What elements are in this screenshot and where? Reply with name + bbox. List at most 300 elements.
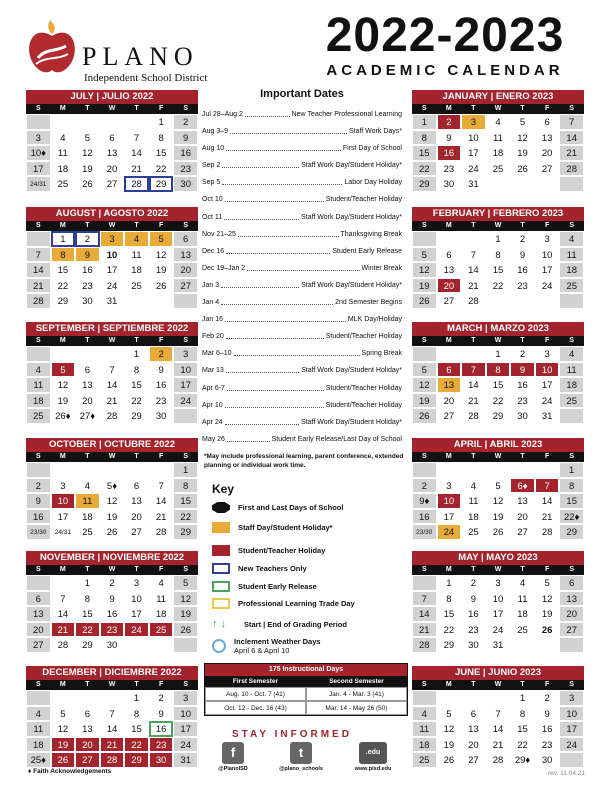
dot-leader bbox=[221, 277, 299, 288]
calendar-day: 1 bbox=[412, 114, 437, 130]
calendar-day bbox=[75, 346, 100, 362]
calendar-day: 2 bbox=[412, 478, 437, 494]
calendar-day: 27 bbox=[124, 524, 149, 540]
calendar-day: 17 bbox=[461, 145, 486, 161]
day-of-week: S bbox=[26, 452, 51, 462]
calendar-day: 23 bbox=[510, 393, 535, 409]
calendar-day: 12 bbox=[149, 247, 174, 263]
facebook-handle: @PlanoISD bbox=[218, 766, 248, 772]
calendar-day: 29 bbox=[75, 637, 100, 653]
calendar-day: 6 bbox=[437, 362, 462, 378]
calendar-day: 24 bbox=[173, 737, 198, 753]
calendar-day: 28 bbox=[559, 161, 584, 177]
calendar-day bbox=[412, 462, 437, 478]
date: Aug 10 bbox=[202, 145, 225, 153]
calendar-day: 9 bbox=[75, 247, 100, 263]
calendar-day: 26 bbox=[510, 161, 535, 177]
calendar-day: 7 bbox=[51, 591, 76, 607]
month-calendar bbox=[412, 438, 584, 540]
calendar-day: 7 bbox=[149, 478, 174, 494]
calendar-day: 3 bbox=[100, 231, 125, 247]
calendar-day: 10 bbox=[437, 493, 462, 509]
month-calendar bbox=[26, 207, 198, 309]
calendar-day bbox=[486, 690, 511, 706]
dot-leader bbox=[221, 294, 333, 305]
calendar-day: 5 bbox=[510, 114, 535, 130]
calendar-day: 12 bbox=[100, 493, 125, 509]
calendar-day: 12 bbox=[535, 591, 560, 607]
calendar-day: 16 bbox=[412, 509, 437, 525]
calendar-day: 28 bbox=[461, 408, 486, 424]
date: Dec 16 bbox=[202, 247, 225, 255]
calendar-day bbox=[437, 462, 462, 478]
event: Staff Work Day/Student Holiday* bbox=[301, 281, 402, 289]
calendar-day: 17 bbox=[437, 509, 462, 525]
calendar-day: 1 bbox=[124, 690, 149, 706]
calendar-day: 2 bbox=[510, 231, 535, 247]
calendar-day: 24 bbox=[535, 393, 560, 409]
key-item bbox=[212, 598, 408, 609]
key-label: New Teachers Only bbox=[238, 564, 307, 573]
calendar-day: 4 bbox=[559, 346, 584, 362]
dot-leader bbox=[222, 174, 342, 185]
calendar-day: 1 bbox=[149, 114, 174, 130]
calendar-day: 5 bbox=[412, 247, 437, 263]
day-of-week: S bbox=[173, 565, 198, 575]
calendar-day: 27 bbox=[100, 176, 125, 192]
calendar-day: 16 bbox=[535, 721, 560, 737]
dot-leader bbox=[227, 431, 270, 442]
calendar-day: 28 bbox=[412, 637, 437, 653]
calendar-day: 11 bbox=[26, 721, 51, 737]
calendar-day: 22 bbox=[51, 278, 76, 294]
dot-leader bbox=[238, 226, 339, 237]
calendar-day: 1 bbox=[486, 231, 511, 247]
calendar-day: 1 bbox=[510, 690, 535, 706]
calendar-day: 13 bbox=[559, 591, 584, 607]
calendar-day: 3 bbox=[173, 690, 198, 706]
calendar-day: 29 bbox=[51, 293, 76, 309]
calendar-day: 13 bbox=[75, 377, 100, 393]
calendar-day: 1 bbox=[486, 346, 511, 362]
calendar-day: 19 bbox=[51, 737, 76, 753]
event: Winter Break bbox=[361, 264, 402, 272]
calendar-day bbox=[51, 690, 76, 706]
key-item bbox=[212, 618, 408, 630]
calendar-day: 30 bbox=[75, 293, 100, 309]
dot-leader bbox=[247, 260, 359, 271]
calendar-day: 7 bbox=[486, 706, 511, 722]
calendar-day: 13 bbox=[510, 493, 535, 509]
month-header: JUNE | JUNIO 2023 bbox=[412, 666, 584, 680]
calendar-day bbox=[510, 637, 535, 653]
calendar-day: 29 bbox=[124, 752, 149, 768]
twitter-icon: t bbox=[290, 742, 312, 764]
calendar-day bbox=[461, 690, 486, 706]
key-title: Key bbox=[212, 482, 235, 496]
calendar-day: 9 bbox=[535, 706, 560, 722]
day-of-week: T bbox=[510, 565, 535, 575]
apple-torch-icon bbox=[26, 18, 78, 76]
web-icon: .edu bbox=[359, 742, 387, 764]
calendar-day: 14 bbox=[461, 377, 486, 393]
calendar-day: 3 bbox=[535, 346, 560, 362]
calendar-day: 18 bbox=[559, 377, 584, 393]
calendar-day: 15 bbox=[173, 493, 198, 509]
logo-subtitle: Independent School District bbox=[84, 72, 208, 84]
event: Student/Teacher Holiday bbox=[325, 333, 402, 341]
dot-leader bbox=[224, 209, 299, 220]
calendar-day: 26 bbox=[149, 278, 174, 294]
important-date-row bbox=[202, 123, 402, 140]
semester-range: Oct. 12 - Dec. 16 (43) bbox=[205, 701, 306, 715]
important-date-row bbox=[202, 277, 402, 294]
calendar-day: 24 bbox=[437, 524, 462, 540]
calendar-day bbox=[26, 690, 51, 706]
day-of-week: F bbox=[149, 680, 174, 690]
day-of-week: W bbox=[486, 104, 511, 114]
page-title: 2022-2023 bbox=[325, 9, 565, 62]
day-of-week: F bbox=[149, 565, 174, 575]
date: Dec 19–Jan 2 bbox=[202, 264, 246, 272]
day-of-week: S bbox=[412, 221, 437, 231]
calendar-day bbox=[535, 176, 560, 192]
calendar-day: 23 bbox=[173, 161, 198, 177]
semester-range: Aug. 10 - Oct. 7 (41) bbox=[205, 687, 306, 701]
calendar-day: 14 bbox=[26, 262, 51, 278]
calendar-day: 11 bbox=[412, 721, 437, 737]
calendar-day: 19 bbox=[51, 393, 76, 409]
calendar-day bbox=[100, 114, 125, 130]
calendar-day: 13 bbox=[535, 130, 560, 146]
calendar-day: 23 bbox=[149, 737, 174, 753]
calendar-day bbox=[51, 575, 76, 591]
calendar-day: 27 bbox=[26, 637, 51, 653]
month-header: JULY | JULIO 2022 bbox=[26, 90, 198, 104]
event: Staff Work Day/Student Holiday* bbox=[301, 162, 402, 170]
calendar-day: 26 bbox=[100, 524, 125, 540]
calendar-day bbox=[437, 690, 462, 706]
calendar-day: 17 bbox=[559, 721, 584, 737]
date: Mar 6–10 bbox=[202, 350, 232, 358]
key-label: Inclement Weather Days bbox=[234, 637, 321, 646]
calendar-day: 28 bbox=[486, 752, 511, 768]
calendar-day: 29 bbox=[486, 408, 511, 424]
calendar-day: 10 bbox=[173, 362, 198, 378]
day-of-week: S bbox=[173, 452, 198, 462]
month-header: AUGUST | AGOSTO 2022 bbox=[26, 207, 198, 221]
calendar-day: 8 bbox=[437, 591, 462, 607]
calendar-day: 19 bbox=[173, 606, 198, 622]
page-subtitle: ACADEMIC CALENDAR bbox=[326, 62, 564, 79]
calendar-day: 4 bbox=[124, 231, 149, 247]
event: First Day of School bbox=[342, 145, 402, 153]
calendar-day: 19 bbox=[149, 262, 174, 278]
calendar-day: 19 bbox=[437, 737, 462, 753]
calendar-day: 1 bbox=[124, 346, 149, 362]
event: 2nd Semester Begins bbox=[335, 299, 402, 307]
calendar-day: 15 bbox=[510, 721, 535, 737]
calendar-day: 7 bbox=[100, 706, 125, 722]
calendar-day: 16 bbox=[149, 721, 174, 737]
calendar-day bbox=[26, 575, 51, 591]
calendar-day: 30 bbox=[173, 176, 198, 192]
twitter-link[interactable] bbox=[276, 742, 326, 772]
calendar-day: 2 bbox=[149, 690, 174, 706]
day-of-week: T bbox=[75, 104, 100, 114]
calendar-day: 24 bbox=[461, 161, 486, 177]
day-of-week: F bbox=[149, 104, 174, 114]
key-swatch bbox=[212, 545, 230, 556]
calendar-day: 23 bbox=[75, 278, 100, 294]
event: Spring Break bbox=[361, 350, 402, 358]
calendar-day: 9♦ bbox=[412, 493, 437, 509]
month-header: MARCH | MARZO 2023 bbox=[412, 322, 584, 336]
calendar-day: 3 bbox=[559, 690, 584, 706]
calendar-day: 8 bbox=[486, 362, 511, 378]
calendar-day: 9 bbox=[100, 591, 125, 607]
dot-leader bbox=[225, 311, 346, 322]
calendar-day: 11 bbox=[51, 145, 76, 161]
dot-leader bbox=[227, 380, 324, 391]
calendar-day: 7 bbox=[26, 247, 51, 263]
calendar-day: 31 bbox=[173, 752, 198, 768]
month-header: SEPTEMBER | SEPTIEMBRE 2022 bbox=[26, 322, 198, 336]
day-of-week: T bbox=[124, 565, 149, 575]
semester-range: Mar. 14 - May 26 (50) bbox=[306, 701, 407, 715]
calendar-day: 12 bbox=[412, 262, 437, 278]
calendar-day: 23 bbox=[461, 622, 486, 638]
calendar-day: 22 bbox=[510, 737, 535, 753]
calendar-day: 13 bbox=[124, 493, 149, 509]
date: Nov 21–25 bbox=[202, 230, 236, 238]
date: Jan 16 bbox=[202, 316, 224, 324]
calendar-day: 1 bbox=[75, 575, 100, 591]
key-swatch: ↑ ↓ bbox=[212, 618, 227, 630]
calendar-day: 17 bbox=[173, 721, 198, 737]
day-of-week: W bbox=[486, 452, 511, 462]
key-label: Student/Teacher Holiday bbox=[238, 546, 326, 555]
calendar-day: 3 bbox=[535, 231, 560, 247]
calendar-day: 21 bbox=[486, 737, 511, 753]
first-semester-header: First Semester bbox=[205, 676, 306, 687]
calendar-day: 24 bbox=[486, 622, 511, 638]
facebook-link[interactable] bbox=[208, 742, 258, 772]
calendar-day: 6 bbox=[437, 247, 462, 263]
day-of-week: M bbox=[437, 104, 462, 114]
calendar-day: 1 bbox=[559, 462, 584, 478]
dot-leader bbox=[226, 362, 299, 373]
important-date-row bbox=[202, 311, 402, 328]
calendar-day: 17 bbox=[486, 606, 511, 622]
calendar-day: 3 bbox=[486, 575, 511, 591]
day-of-week: T bbox=[461, 680, 486, 690]
calendar-day bbox=[461, 462, 486, 478]
important-date-row bbox=[202, 294, 402, 311]
calendar-day: 19 bbox=[486, 509, 511, 525]
calendar-day: 10 bbox=[124, 591, 149, 607]
calendar-day: 15 bbox=[486, 377, 511, 393]
calendar-day: 5 bbox=[51, 362, 76, 378]
calendar-day: 15 bbox=[486, 262, 511, 278]
calendar-day: 2 bbox=[149, 346, 174, 362]
day-of-week: W bbox=[100, 452, 125, 462]
facebook-icon: f bbox=[222, 742, 244, 764]
calendar-day: 2 bbox=[510, 346, 535, 362]
calendar-day: 5 bbox=[173, 575, 198, 591]
calendar-day: 25 bbox=[412, 752, 437, 768]
semester-range: Jan. 4 - Mar. 3 (41) bbox=[306, 687, 407, 701]
day-of-week: M bbox=[51, 336, 76, 346]
day-of-week: S bbox=[412, 104, 437, 114]
calendar-day: 19 bbox=[412, 393, 437, 409]
calendar-day: 8 bbox=[173, 478, 198, 494]
calendar-day: 20 bbox=[437, 393, 462, 409]
calendar-day: 3 bbox=[461, 114, 486, 130]
calendar-day bbox=[535, 293, 560, 309]
day-of-week: S bbox=[26, 680, 51, 690]
calendar-day: 10 bbox=[559, 706, 584, 722]
calendar-day bbox=[559, 293, 584, 309]
calendar-day: 4 bbox=[486, 114, 511, 130]
calendar-day: 20 bbox=[535, 145, 560, 161]
calendar-day: 6 bbox=[461, 706, 486, 722]
calendar-day: 11 bbox=[75, 493, 100, 509]
revision-date: rev. 11.04.21 bbox=[548, 770, 585, 777]
calendar-day: 15 bbox=[75, 606, 100, 622]
calendar-day: 25 bbox=[51, 176, 76, 192]
calendar-day: 7 bbox=[535, 478, 560, 494]
important-date-row bbox=[202, 260, 402, 277]
calendar-day: 19 bbox=[535, 606, 560, 622]
calendar-day: 6 bbox=[124, 478, 149, 494]
calendar-day: 12 bbox=[51, 377, 76, 393]
calendar-day: 21 bbox=[412, 622, 437, 638]
calendar-day: 12 bbox=[412, 377, 437, 393]
calendar-day: 5 bbox=[535, 575, 560, 591]
calendar-day: 5 bbox=[149, 231, 174, 247]
calendar-day: 22 bbox=[437, 622, 462, 638]
calendar-day: 31 bbox=[100, 293, 125, 309]
day-of-week: S bbox=[173, 680, 198, 690]
important-date-row bbox=[202, 191, 402, 208]
calendar-day: 21 bbox=[461, 278, 486, 294]
date: Jan 3 bbox=[202, 281, 220, 289]
calendar-day: 7 bbox=[559, 114, 584, 130]
calendar-day: 28 bbox=[149, 524, 174, 540]
calendar-day: 17 bbox=[124, 606, 149, 622]
dot-leader bbox=[226, 243, 330, 254]
calendar-day: 9 bbox=[149, 706, 174, 722]
day-of-week: S bbox=[412, 452, 437, 462]
dot-leader bbox=[234, 345, 360, 356]
calendar-day: 22 bbox=[149, 161, 174, 177]
calendar-day bbox=[75, 462, 100, 478]
calendar-day: 19 bbox=[510, 145, 535, 161]
calendar-day: 28 bbox=[100, 752, 125, 768]
calendar-day: 5 bbox=[486, 478, 511, 494]
calendar-day: 1 bbox=[173, 462, 198, 478]
calendar-day: 22 bbox=[486, 278, 511, 294]
calendar-day: 4 bbox=[461, 478, 486, 494]
calendar-day: 11 bbox=[559, 247, 584, 263]
calendar-day: 17 bbox=[26, 161, 51, 177]
calendar-day bbox=[75, 114, 100, 130]
calendar-day bbox=[124, 637, 149, 653]
important-date-row bbox=[202, 226, 402, 243]
date: Apr 6-7 bbox=[202, 384, 225, 392]
calendar-day: 27 bbox=[437, 408, 462, 424]
day-of-week: T bbox=[461, 565, 486, 575]
important-dates bbox=[202, 88, 402, 448]
important-date-row bbox=[202, 140, 402, 157]
calendar-day: 4 bbox=[51, 130, 76, 146]
calendar-day: 26 bbox=[412, 293, 437, 309]
calendar-day bbox=[535, 462, 560, 478]
date: Oct 10 bbox=[202, 196, 223, 204]
calendar-day: 19 bbox=[75, 161, 100, 177]
second-semester-header: Second Semester bbox=[306, 676, 407, 687]
calendar-day: 4 bbox=[26, 706, 51, 722]
day-of-week: S bbox=[173, 336, 198, 346]
calendar-day: 25 bbox=[149, 622, 174, 638]
calendar-day: 3 bbox=[437, 478, 462, 494]
calendar-day: 22 bbox=[412, 161, 437, 177]
day-of-week: F bbox=[149, 221, 174, 231]
day-of-week: S bbox=[559, 104, 584, 114]
calendar-day: 7 bbox=[412, 591, 437, 607]
date: Sep 5 bbox=[202, 179, 221, 187]
calendar-day bbox=[461, 231, 486, 247]
calendar-day: 23 bbox=[510, 278, 535, 294]
calendar-day: 26♦ bbox=[51, 408, 76, 424]
calendar-day: 4 bbox=[75, 478, 100, 494]
calendar-day: 26 bbox=[486, 524, 511, 540]
calendar-day: 22 bbox=[75, 622, 100, 638]
key-item bbox=[212, 563, 408, 574]
date: Jul 28–Aug 2 bbox=[202, 111, 243, 118]
day-of-week: T bbox=[461, 104, 486, 114]
calendar-day: 15 bbox=[559, 493, 584, 509]
calendar-day: 18 bbox=[486, 145, 511, 161]
calendar-day: 20 bbox=[75, 737, 100, 753]
key-swatch bbox=[212, 581, 230, 592]
day-of-week: W bbox=[486, 221, 511, 231]
calendar-day: 9 bbox=[437, 130, 462, 146]
calendar-day: 23 bbox=[149, 393, 174, 409]
calendar-day: 13 bbox=[437, 377, 462, 393]
important-dates-note: *May include professional learning, parent conference, extended planning or individual work time. bbox=[204, 453, 404, 469]
calendar-day: 25 bbox=[510, 622, 535, 638]
calendar-day: 14 bbox=[100, 377, 125, 393]
day-of-week: T bbox=[75, 452, 100, 462]
day-of-week: M bbox=[51, 565, 76, 575]
day-of-week: S bbox=[559, 221, 584, 231]
month-calendar bbox=[26, 551, 198, 653]
day-of-week: S bbox=[26, 336, 51, 346]
key-item bbox=[212, 522, 408, 533]
calendar-day bbox=[100, 462, 125, 478]
calendar-day: 25 bbox=[486, 161, 511, 177]
website-link[interactable] bbox=[348, 742, 398, 772]
month-calendar bbox=[412, 207, 584, 309]
calendar-day: 12 bbox=[75, 145, 100, 161]
calendar-day: 7 bbox=[124, 130, 149, 146]
calendar-day: 6 bbox=[26, 591, 51, 607]
calendar-day: 22♦ bbox=[559, 509, 584, 525]
calendar-day: 24 bbox=[559, 737, 584, 753]
day-of-week: T bbox=[75, 680, 100, 690]
